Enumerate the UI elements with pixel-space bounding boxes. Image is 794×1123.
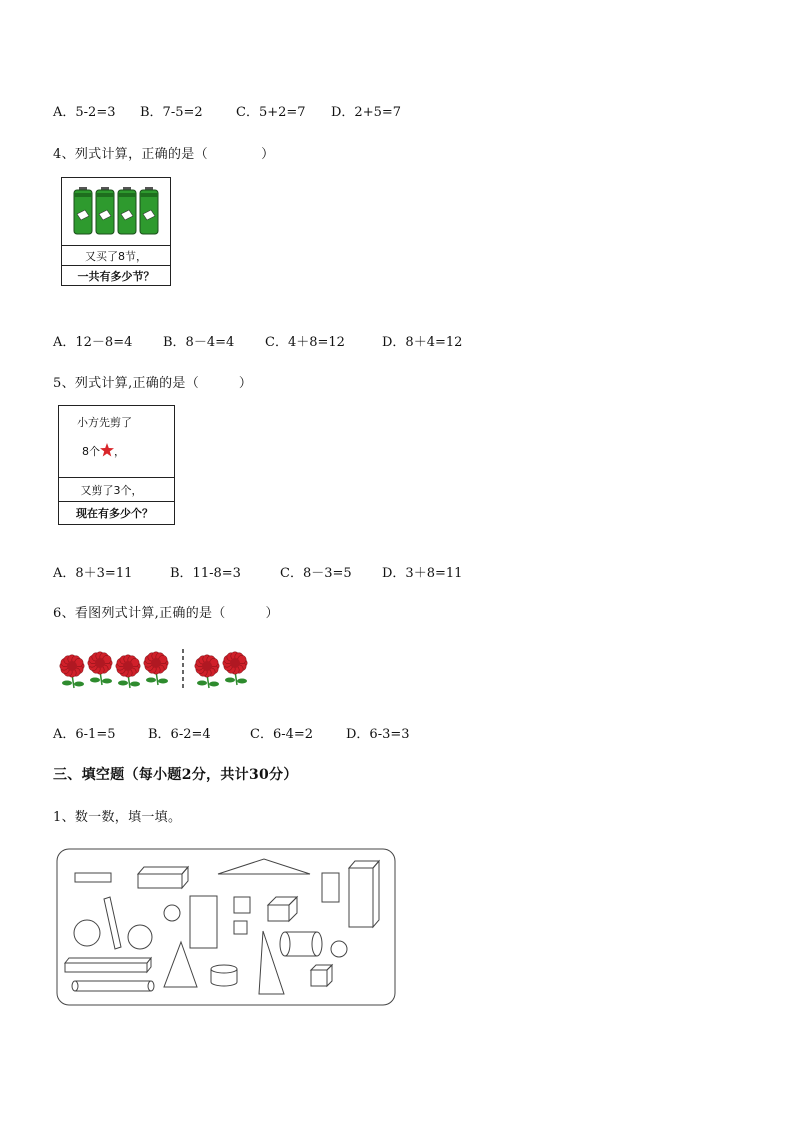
cylinder-shape — [104, 897, 121, 949]
circle-shape — [164, 905, 180, 921]
q3-option-d: D．2+5=7 — [331, 105, 402, 120]
rectangle-shape — [75, 873, 111, 882]
divider — [62, 245, 170, 246]
battery-icon — [118, 187, 136, 234]
q4-figure-box — [61, 177, 171, 286]
star-icon — [100, 443, 114, 457]
flower-icon — [88, 652, 112, 685]
q5-count-text: 8个 — [82, 445, 100, 458]
q5-box-line1: 小方先剪了 — [77, 416, 132, 429]
q4-box-line1: 又买了8节， — [85, 250, 147, 263]
q4-box-line2: 一共有多少节？ — [77, 270, 155, 283]
q5-figure-box — [58, 405, 175, 525]
triangle-shape — [164, 942, 197, 987]
cylinder-shape — [211, 965, 237, 986]
q5-comma: ， — [114, 445, 125, 458]
divider — [62, 265, 170, 266]
divider — [59, 477, 174, 478]
q4-question: 4、列式计算，正确的是（ ） — [53, 147, 275, 162]
cube-shape — [268, 897, 297, 921]
cube-shape — [311, 965, 332, 986]
divider — [59, 501, 174, 502]
battery-icon — [96, 187, 114, 234]
q5-question: 5、列式计算,正确的是（ ） — [53, 376, 253, 391]
square-shape — [234, 897, 250, 913]
circle-shape — [74, 920, 100, 946]
rectangle-shape — [322, 873, 339, 902]
flower-icon — [223, 652, 247, 685]
circle-shape — [128, 925, 152, 949]
square-shape — [234, 921, 247, 934]
triangle-shape — [218, 859, 310, 874]
q5-option-d: D．3＋8=11 — [382, 566, 463, 581]
figure-frame — [57, 849, 395, 1005]
cuboid-shape — [65, 958, 151, 972]
cylinder-shape — [280, 932, 322, 956]
q5-box-line2 — [33, 441, 174, 459]
q3-option-a: A．5-2=3 — [53, 105, 116, 120]
q5-option-c: C．8－3=5 — [280, 566, 352, 581]
battery-group-icon — [62, 178, 170, 246]
section3-title: 三、填空题（每小题2分，共计30分） — [53, 767, 298, 783]
q5-option-b: B．11-8=3 — [170, 566, 241, 581]
q6-option-b: B．6-2=4 — [148, 727, 211, 742]
cuboid-shape — [138, 867, 188, 888]
q5-option-a: A．8＋3=11 — [53, 566, 133, 581]
q4-option-d: D．8＋4=12 — [382, 335, 463, 350]
rectangle-shape — [190, 896, 217, 948]
battery-icon — [74, 187, 92, 234]
shapes-figure — [54, 846, 399, 1008]
q6-option-d: D．6-3=3 — [346, 727, 410, 742]
q6-option-c: C．6-4=2 — [250, 727, 314, 742]
q4-option-b: B．8－4=4 — [163, 335, 235, 350]
q6-option-a: A．6-1=5 — [53, 727, 116, 742]
section3-q1: 1、数一数，填一填。 — [53, 810, 182, 825]
flower-icon — [116, 655, 140, 688]
q4-option-a: A．12－8=4 — [53, 335, 133, 350]
flower-icon — [195, 655, 219, 688]
q3-option-b: B．7-5=2 — [140, 105, 203, 120]
q6-question: 6、看图列式计算,正确的是（ ） — [53, 606, 279, 621]
cylinder-shape — [72, 981, 154, 991]
cuboid-shape — [349, 861, 379, 927]
flower-icon — [144, 652, 168, 685]
circle-shape — [331, 941, 347, 957]
battery-icon — [140, 187, 158, 234]
q5-box-line3: 又剪了3个， — [80, 484, 143, 497]
q4-option-c: C．4＋8=12 — [265, 335, 345, 350]
flowers-figure — [52, 645, 257, 695]
q3-option-c: C．5+2=7 — [236, 105, 306, 120]
flower-icon — [60, 655, 84, 688]
q5-box-line4: 现在有多少个？ — [76, 507, 153, 520]
